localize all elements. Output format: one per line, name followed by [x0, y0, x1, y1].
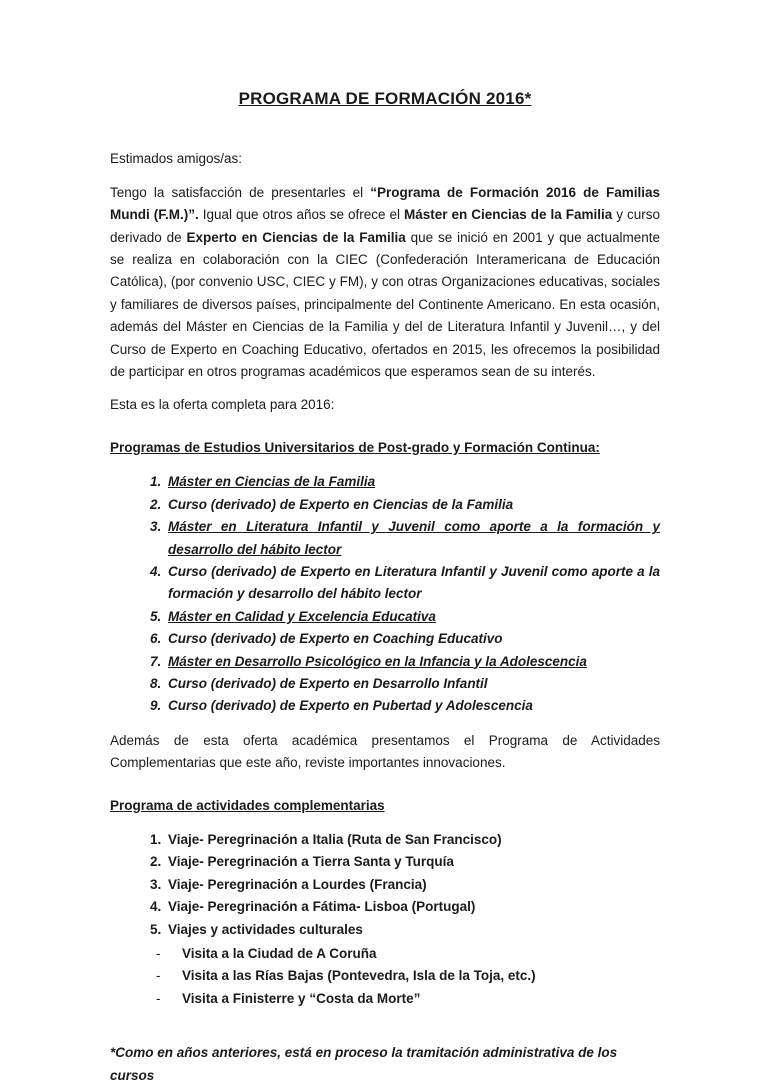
list-item: [165, 919, 660, 941]
list-item: [165, 874, 660, 896]
list-item: [165, 494, 660, 516]
intro-run-bold: “Programa de Formación 2016 de Familias Mundi (F.M.)”.: [110, 184, 660, 223]
list-item-label: Curso (derivado) de Experto en Ciencias de la Familia: [168, 496, 514, 512]
intro-run: Tengo la satisfacción de presentarles el: [110, 184, 371, 200]
middle-paragraph: Además de esta oferta académica presentamos el Programa de Actividades Complementarias que este año, reviste importantes innovaciones.: [110, 732, 660, 771]
greeting-line: Estimados amigos/as:: [110, 151, 243, 167]
section-heading-actividades: Programa de actividades complementarias: [110, 797, 385, 813]
list-item: [165, 695, 660, 717]
list-item-label: Viaje- Peregrinación a Tierra Santa y Turquía: [168, 854, 454, 870]
list-item: [165, 651, 660, 673]
list-item: [165, 471, 660, 493]
dash-bullet: -: [156, 968, 161, 984]
page-title: PROGRAMA DE FORMACIÓN 2016*: [238, 89, 532, 108]
list-item-label: Curso (derivado) de Experto en Desarrollo Infantil: [168, 675, 488, 691]
dash-bullet: -: [156, 990, 161, 1006]
list-item-label: Viaje- Peregrinación a Lourdes (Francia): [168, 876, 427, 892]
list-item: [165, 896, 660, 918]
intro-run-bold: Experto en Ciencias de la Familia: [186, 229, 406, 245]
list-item-label: Viaje- Peregrinación a Italia (Ruta de San Francisco): [168, 831, 502, 847]
list-item: [165, 829, 660, 851]
list-item-label: Viaje- Peregrinación a Fátima- Lisboa (Portugal): [168, 899, 476, 915]
list-item: [165, 606, 660, 628]
list-item: [165, 851, 660, 873]
footnote: *Como en años anteriores, está en proceso la tramitación administrativa de los cursos: [110, 1045, 618, 1083]
sub-list-item: [156, 965, 660, 987]
intro-run: que se inició en 2001 y que actualmente se realiza en colaboración con la CIEC (Confederación Interamericana de Educación Católica), (por convenio USC, CIEC y FM), y con otras Organizaciones educativas, sociales y familiares de diversos países, principalmente del Continente Americano. En esta ocasión, además del Máster en Ciencias de la Familia y del de Literatura Infantil y Juvenil…, y del Curso de Experto en Coaching Educativo, ofertados en 2015, les ofrecemos la posibilidad de participar en otros programas académicos que esperamos sean de su interés.: [110, 229, 660, 380]
list-item: [165, 516, 660, 561]
list-item-label: Máster en Desarrollo Psicológico en la Infancia y la Adolescencia: [168, 653, 587, 669]
list-item-label: Curso (derivado) de Experto en Coaching Educativo: [168, 631, 503, 647]
intro-paragraph: [110, 182, 660, 384]
list-item-label: Viajes y actividades culturales: [168, 921, 363, 937]
intro-run: y curso derivado de: [110, 207, 660, 245]
actividades-sub-list: [110, 943, 660, 1010]
list-item: [165, 561, 660, 606]
intro-run: Igual que otros años se ofrece el: [198, 207, 404, 223]
list-item: [165, 673, 660, 695]
sub-list-item-label: Visita a Finisterre y “Costa da Morte”: [182, 990, 421, 1006]
sub-list-item-label: Visita a la Ciudad de A Coruña: [182, 946, 377, 961]
list-item-label: Máster en Ciencias de la Familia: [168, 474, 376, 490]
intro-run-bold: Máster en Ciencias de la Familia: [403, 207, 613, 223]
list-item-label: Máster en Calidad y Excelencia Educativa: [168, 608, 436, 624]
postgrado-list: [110, 471, 660, 717]
list-item-label: Curso (derivado) de Experto en Literatura Infantil y Juvenil como aporte a la formación y desarrollo del hábito lector: [168, 563, 660, 602]
section-heading-postgrado: Programas de Estudios Universitarios de Post-grado y Formación Continua:: [110, 439, 600, 455]
sub-list-item: [156, 943, 660, 965]
list-item-label: Curso (derivado) de Experto en Pubertad y Adolescencia: [168, 698, 533, 714]
list-item-label: Máster en Literatura Infantil y Juvenil como aporte a la formación y desarrollo del hábito lector: [168, 519, 660, 557]
sub-list-item-label: Visita a las Rías Bajas (Pontevedra, Isla de la Toja, etc.): [182, 968, 536, 984]
dash-bullet: -: [156, 946, 161, 961]
list-item: [165, 628, 660, 650]
actividades-list: [110, 829, 660, 941]
offer-line: Esta es la oferta completa para 2016:: [110, 397, 335, 413]
sub-list-item: [156, 988, 660, 1010]
